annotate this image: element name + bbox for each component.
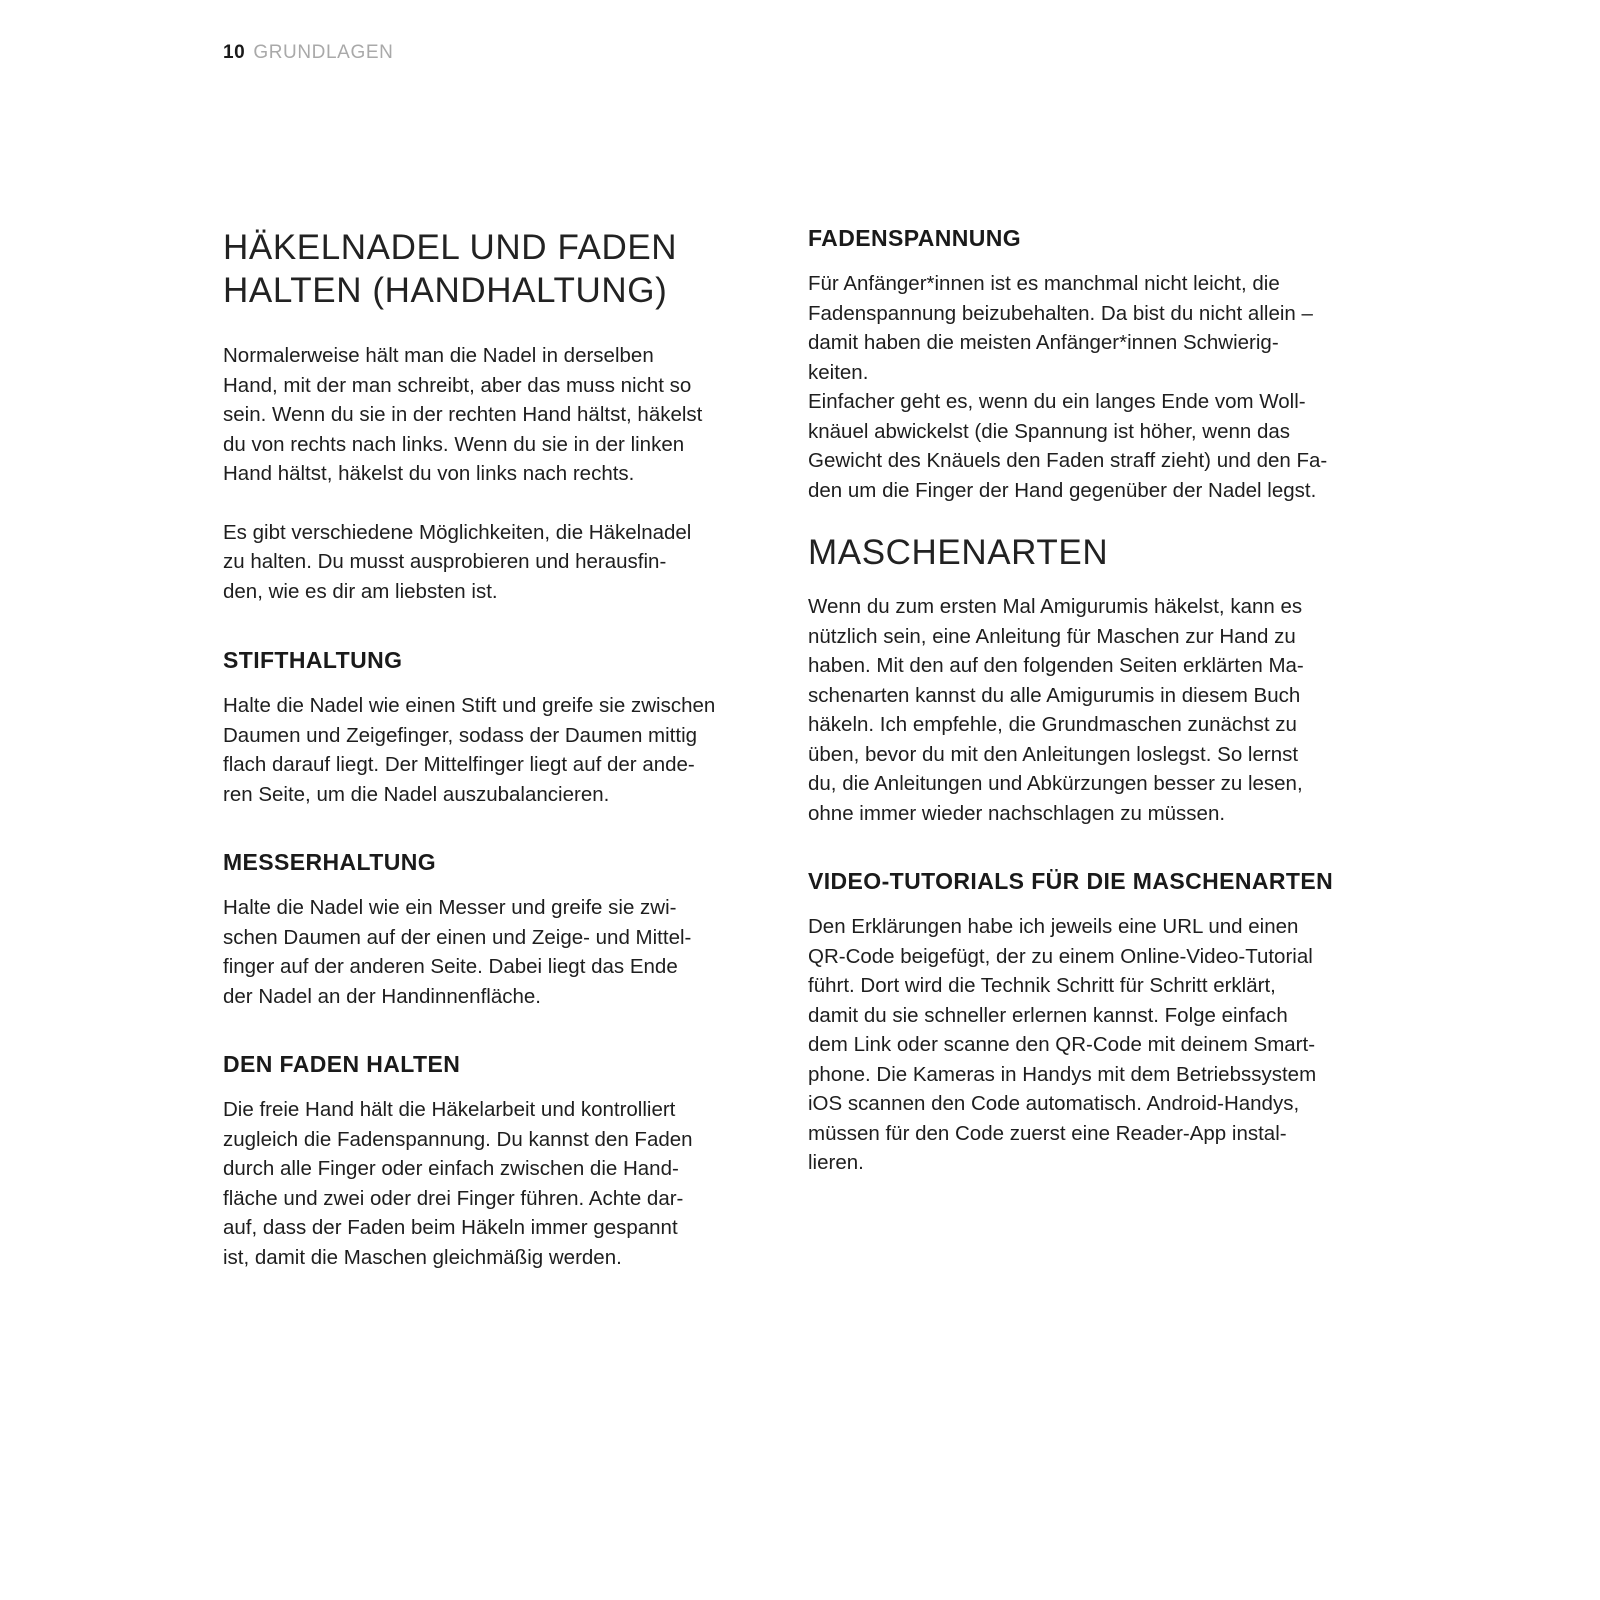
heading-video-tutorials: VIDEO-TUTORIALS FÜR DIE MASCHENARTEN: [808, 868, 1334, 894]
section-label: GRUNDLAGEN: [253, 42, 394, 63]
heading-fadenspannung: FADENSPANNUNG: [808, 225, 1022, 251]
running-header: [223, 41, 393, 65]
left-column: [223, 226, 775, 1272]
paragraph-faden-halten: Die freie Hand hält die Häkelarbeit und kontrolliert zugleich die Fadenspannung. Du kannst den Faden durch alle Finger oder einfach zwischen die Hand- fläche und zwei oder drei Finger führen. Achte dar- auf, dass der Faden beim Häkeln immer gespannt ist, damit die Maschen gleichmäßig werden.: [223, 1098, 693, 1269]
heading-stifthaltung: STIFTHALTUNG: [223, 647, 403, 673]
paragraph-maschenarten: Wenn du zum ersten Mal Amigurumis häkelst, kann es nützlich sein, eine Anleitung für Maschen zur Hand zu haben. Mit den auf den folgenden Seiten erklärten Ma- schenarten kannst du alle Amigurumis in diesem Buch häkeln. Ich empfehle, die Grundmaschen zunächst zu üben, bevor du mit den Anleitungen loslegst. So lernst du, die Anleitungen und Abkürzungen besser zu lesen, ohne immer wieder nachschlagen zu müssen.: [808, 595, 1304, 825]
intro-paragraph-2: Es gibt verschiedene Möglichkeiten, die Häkelnadel zu halten. Du musst ausprobieren und herausfin- den, wie es dir am liebsten ist.: [223, 520, 692, 603]
paragraph-fadenspannung: Für Anfänger*innen ist es manchmal nicht leicht, die Fadenspannung beizubehalten. Da bist du nicht allein – damit haben die meisten Anfänger*innen Schwierig- keiten. Einfacher geht es, wenn du ein langes Ende vom Woll- knäuel abwickelst (die Spannung ist höher, wenn das Gewicht des Knäuels den Faden straff zieht) und den Fa- den um die Finger der Hand gegenüber der Nadel legst.: [808, 272, 1328, 502]
right-column: [808, 223, 1360, 1178]
paragraph-video-tutorials: Den Erklärungen habe ich jeweils eine URL und einen QR-Code beigefügt, der zu einem Online-Video-Tutorial führt. Dort wird die Technik Schritt für Schritt erklärt, damit du sie schneller erlernen kannst. Folge einfach dem Link oder scanne den QR-Code mit deinem Smart- phone. Die Kameras in Handys mit dem Betriebssystem iOS scannen den Code automatisch. Android-Handys, müssen für den Code zuerst eine Reader-App instal- lieren.: [808, 915, 1317, 1174]
heading-faden-halten: DEN FADEN HALTEN: [223, 1051, 461, 1077]
intro-paragraph-1: Normalerweise hält man die Nadel in derselben Hand, mit der man schreibt, aber das muss nicht so sein. Wenn du sie in der rechten Hand hältst, häkelst du von rechts nach links. Wenn du sie in der linken Hand hältst, häkelst du von links nach rechts.: [223, 344, 703, 485]
heading-messerhaltung: MESSERHALTUNG: [223, 849, 437, 875]
section-title-haekelnadel: HÄKELNADEL UND FADEN HALTEN (HANDHALTUNG): [223, 228, 678, 310]
section-title-maschenarten: MASCHENARTEN: [808, 533, 1109, 572]
paragraph-messerhaltung: Halte die Nadel wie ein Messer und greife sie zwi- schen Daumen auf der einen und Zeige- und Mittel- finger auf der anderen Seite. Dabei liegt das Ende der Nadel an der Handinnenfläche.: [223, 896, 692, 1008]
page-number: 10: [223, 42, 246, 63]
paragraph-stifthaltung: Halte die Nadel wie einen Stift und greife sie zwischen Daumen und Zeigefinger, sodass der Daumen mittig flach darauf liegt. Der Mittelfinger liegt auf der ande- ren Seite, um die Nadel auszubalancieren.: [223, 694, 716, 806]
